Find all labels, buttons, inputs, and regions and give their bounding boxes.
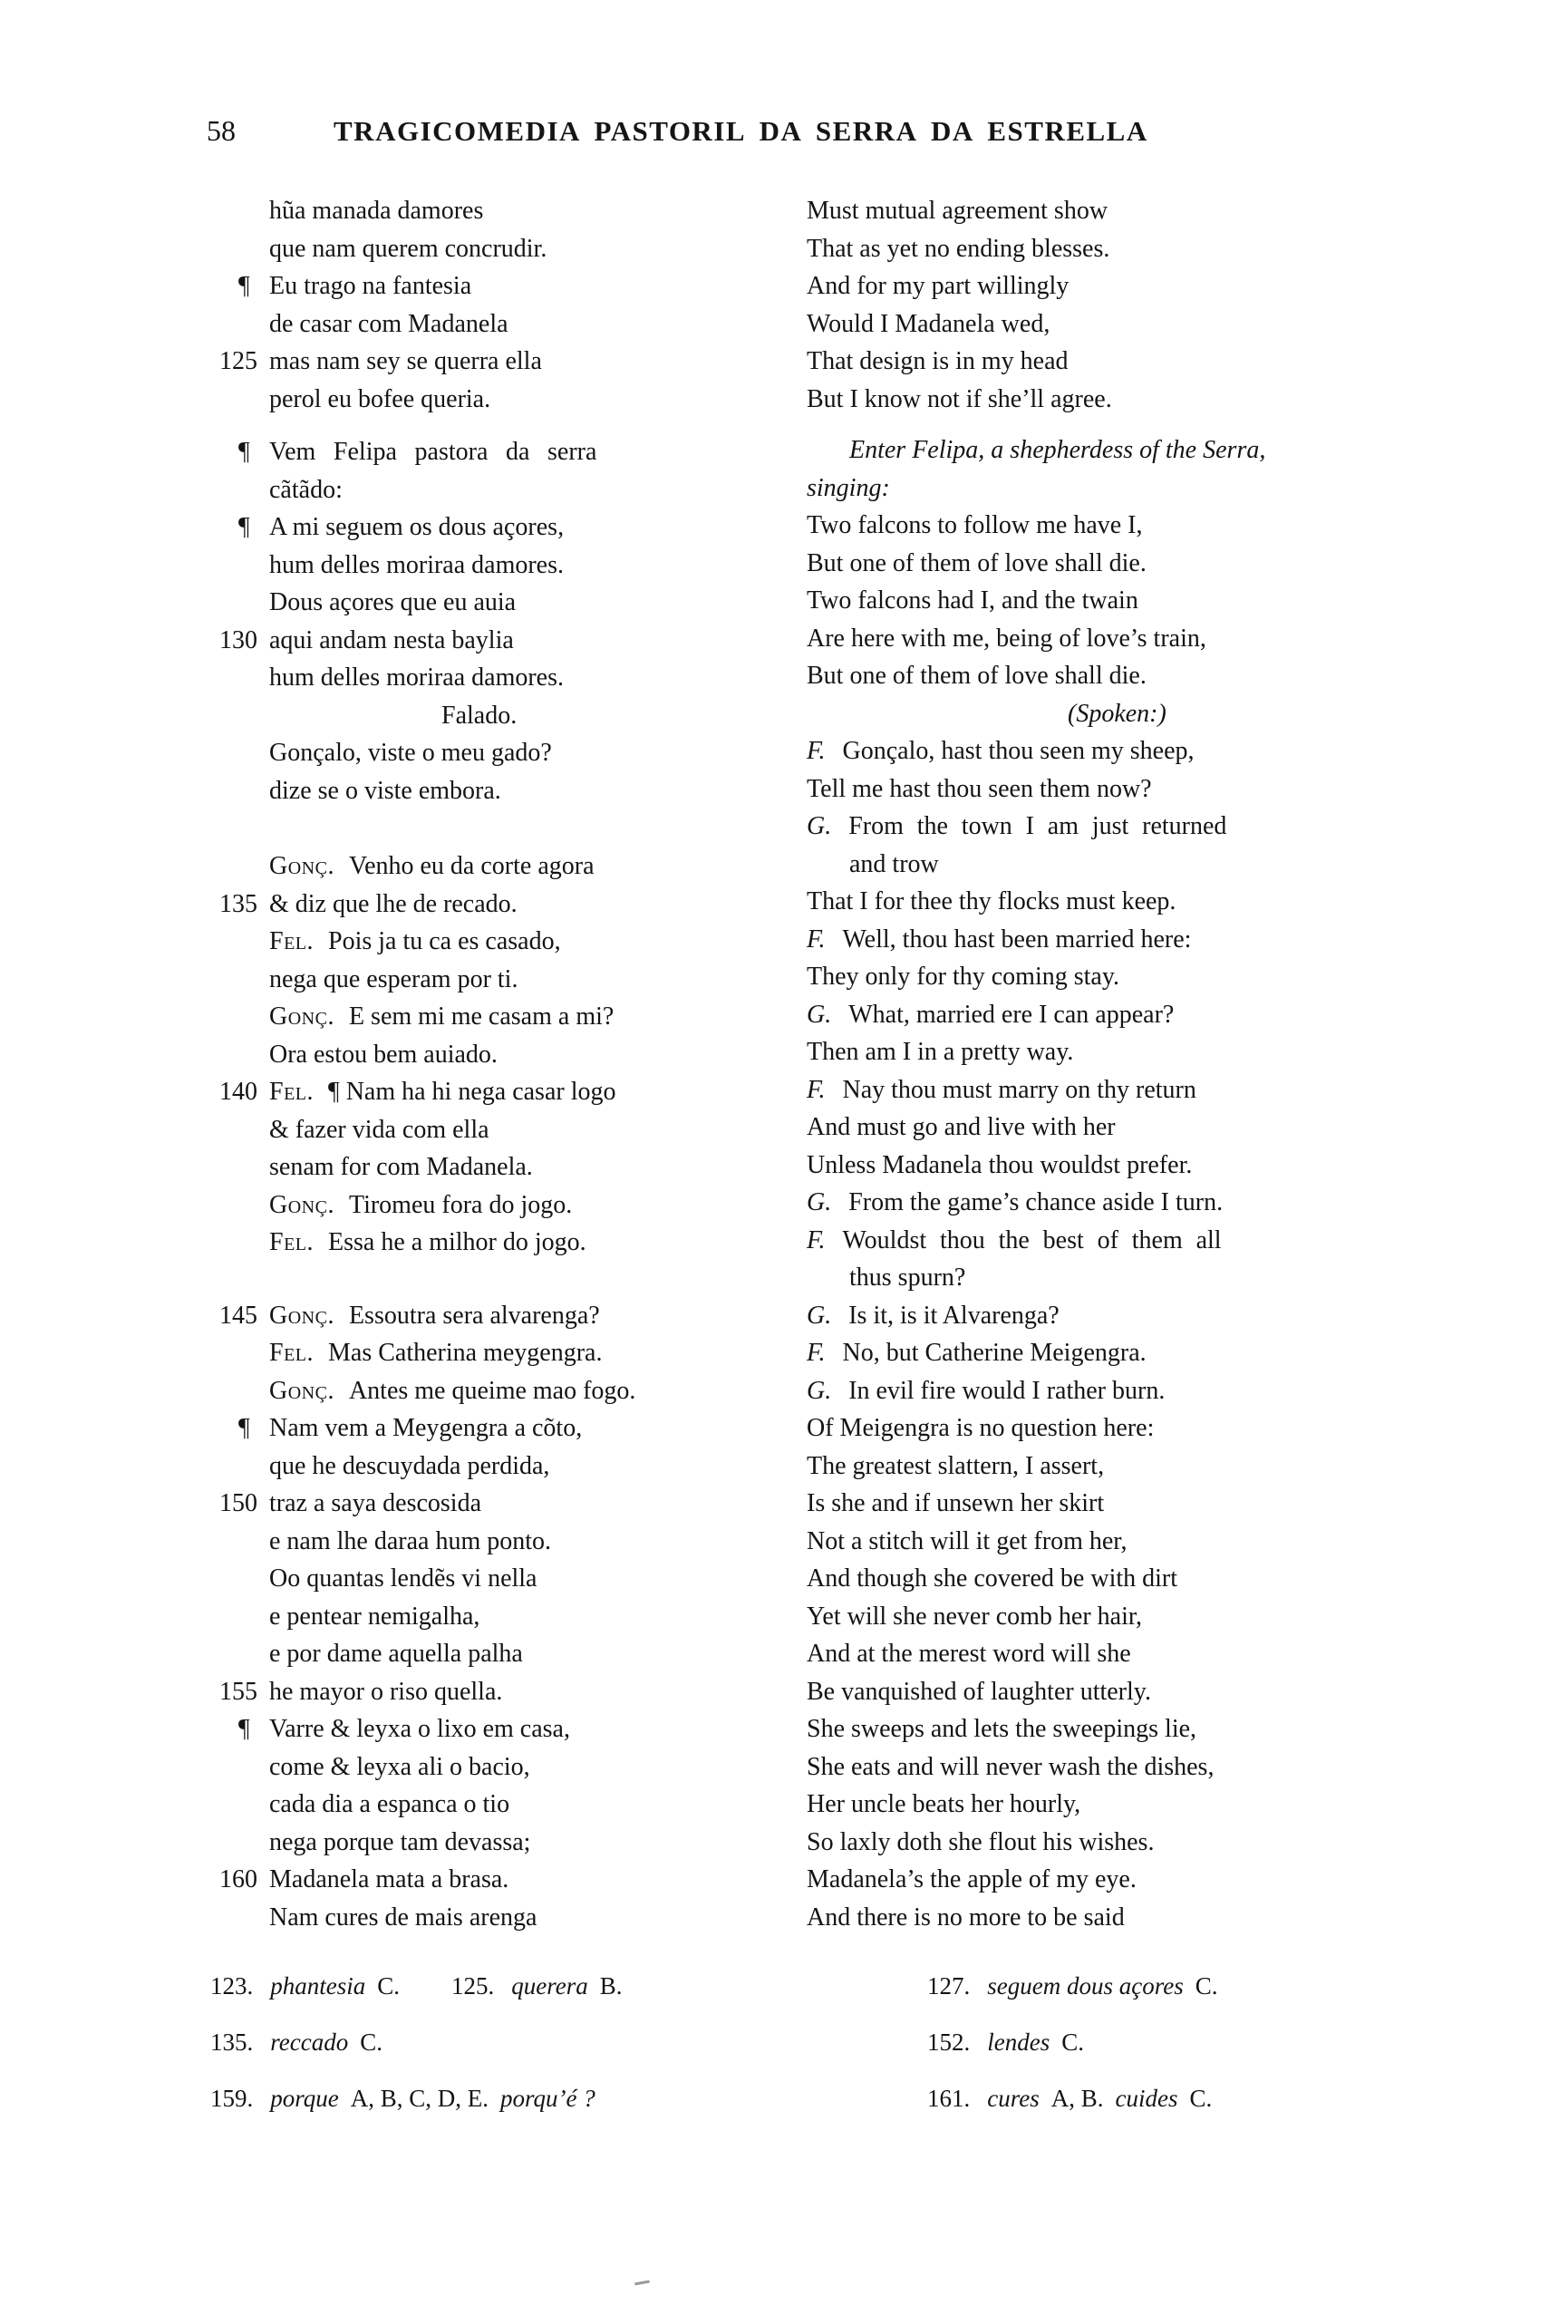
pilcrow-mark: ¶ <box>238 1414 250 1442</box>
speaker-label: F. <box>807 1339 826 1367</box>
verse-line <box>807 1297 1264 1335</box>
footnote <box>210 2029 394 2057</box>
pilcrow-mark: ¶ <box>238 1715 250 1743</box>
verse-text: Dous açores que eu auia <box>269 588 517 616</box>
verse-text: Ora estou bem auiado. <box>269 1040 498 1069</box>
verse-text: Enter Felipa, a shepherdess of the Serra, <box>849 436 1266 464</box>
verse-line <box>219 622 555 660</box>
speaker-label: G. <box>807 1000 832 1029</box>
speaker-label: Fel. <box>269 1078 315 1106</box>
verse-text: & fazer vida com ella <box>269 1115 489 1144</box>
verse-text: They only for thy coming stay. <box>807 963 1120 991</box>
verse-line <box>807 381 1264 419</box>
verse-line <box>269 1523 555 1561</box>
verse-line <box>807 1861 1264 1899</box>
footnote-lemma: cures <box>987 2085 1040 2112</box>
verse-text: cada dia a espanca o tio <box>269 1790 510 1818</box>
speaker-label: Fel. <box>269 927 315 955</box>
verse-text: Eu trago na fantesia <box>269 272 472 300</box>
verse-text: E sem mi me casam a mi? <box>348 1002 615 1031</box>
verse-text: cãtãdo: <box>269 475 343 504</box>
verse-text: Gonçalo, viste o meu gado? <box>269 739 552 767</box>
footnote <box>927 2085 1224 2113</box>
verse-text: And must go and live with her <box>807 1113 1116 1141</box>
verse-text: come & leyxa ali o bacio, <box>269 1752 530 1781</box>
verse-text: nega que esperam por ti. <box>269 964 518 993</box>
verse-line <box>807 620 1264 658</box>
footnote-siglum: C. <box>1061 2029 1084 2056</box>
verse-line <box>807 1560 1264 1598</box>
portuguese-column <box>219 192 636 1936</box>
footnote-lemma: porqu’é ? <box>500 2085 595 2112</box>
verse-text: Venho eu da corte agora <box>348 852 595 880</box>
verse-text: Varre & leyxa o lixo em casa, <box>269 1715 570 1743</box>
footnote-line-ref: 127. <box>927 1972 971 2000</box>
verse-line <box>269 1824 555 1862</box>
verse-text: hũa manada damores <box>269 197 484 225</box>
verse-line <box>807 1259 1264 1297</box>
pilcrow-mark: ¶ <box>238 438 250 466</box>
verse-text: And for my part willingly <box>807 272 1070 300</box>
verse-line <box>807 545 1264 583</box>
verse-line <box>269 847 595 886</box>
footnote-lemma: phantesia <box>270 1972 366 2000</box>
verse-text: Nay thou must marry on thy return <box>842 1075 1196 1104</box>
verse-text: hum delles moriraa damores. <box>269 550 565 579</box>
verse-line <box>269 923 561 961</box>
verse-text: Pois ja tu ca es casado, <box>328 927 561 955</box>
verse-line <box>807 1222 1264 1260</box>
footnote-lemma: seguem dous açores <box>987 1972 1184 2000</box>
verse-text: singing: <box>807 473 890 502</box>
verse-line <box>219 886 555 924</box>
verse-line <box>807 1635 1264 1673</box>
verse-line <box>807 1673 1264 1711</box>
speaker-label: F. <box>807 1075 826 1104</box>
verse-line <box>807 1109 1264 1147</box>
verse-line <box>269 1598 555 1636</box>
verse-line <box>238 508 565 547</box>
verse-line <box>269 1148 555 1186</box>
verse-line <box>807 958 1264 996</box>
speaker-label: G. <box>807 1188 832 1216</box>
verse-text: Then am I in a pretty way. <box>807 1038 1074 1066</box>
footnote-siglum: A, B, C, D, E. <box>350 2085 489 2112</box>
footnote-siglum: A, B. <box>1050 2085 1104 2112</box>
verse-text: Vem Felipa pastora da serra <box>269 438 597 466</box>
verse-text: So laxly doth she flout his wishes. <box>807 1827 1155 1856</box>
footnote-siglum: C. <box>1195 1972 1218 2000</box>
verse-line <box>238 1710 570 1748</box>
verse-text: From the town I am just returned <box>848 812 1227 840</box>
verse-line <box>807 192 1264 230</box>
verse-line <box>807 1334 1264 1372</box>
speaker-label: Fel. <box>269 1339 315 1367</box>
verse-text: & diz que lhe de recado. <box>269 889 518 918</box>
verse-line <box>269 1334 603 1372</box>
verse-line <box>269 734 555 772</box>
verse-text: Is she and if unsewn her skirt <box>807 1489 1105 1517</box>
verse-text: Nam cures de mais arenga <box>269 1903 537 1932</box>
verse-text: Yet will she never comb her hair, <box>807 1602 1143 1631</box>
verse-line <box>238 267 555 305</box>
verse-text: Be vanquished of laughter utterly. <box>807 1677 1151 1706</box>
verse-text: Well, thou hast been married here: <box>842 925 1192 954</box>
verse-line <box>269 1186 573 1225</box>
footnote-lemma: reccado <box>270 2029 349 2056</box>
verse-text: Mas Catherina meygengra. <box>328 1339 603 1367</box>
verse-line <box>269 584 555 622</box>
verse-line <box>807 1448 1264 1486</box>
verse-line <box>807 1372 1264 1410</box>
footnote-siglum: C. <box>377 1972 401 2000</box>
footnote-line-ref: 125. <box>451 1972 495 2000</box>
verse-line <box>807 1409 1264 1448</box>
verse-line <box>269 547 565 585</box>
verse-line <box>807 431 1264 470</box>
verse-text: Essoutra sera alvarenga? <box>348 1301 600 1330</box>
verse-line <box>269 381 555 419</box>
verse-text: And though she covered be with dirt <box>807 1564 1178 1593</box>
verse-text: And at the merest word will she <box>807 1640 1131 1668</box>
verse-text: Must mutual agreement show <box>807 197 1108 225</box>
verse-line <box>238 1409 583 1448</box>
pilcrow-mark: ¶ <box>238 272 250 300</box>
verse-line <box>807 1786 1264 1824</box>
verse-text: Antes me queime mao fogo. <box>348 1376 636 1405</box>
verse-text: (Spoken:) <box>1068 699 1166 728</box>
verse-text: From the game’s chance aside I turn. <box>848 1188 1224 1216</box>
verse-line <box>269 1786 555 1824</box>
verse-text: Gonçalo, hast thou seen my sheep, <box>842 737 1195 765</box>
verse-line <box>219 1673 555 1711</box>
verse-text: That I for thee thy flocks must keep. <box>807 887 1176 915</box>
verse-line <box>269 1448 555 1486</box>
pilcrow-mark: ¶ <box>238 513 250 541</box>
speaker-label: F. <box>807 737 826 765</box>
verse-text: Two falcons to follow me have I, <box>807 511 1143 539</box>
speaker-label: Gonç. <box>269 1002 334 1031</box>
line-number: 135 <box>219 889 257 918</box>
footnote <box>451 1972 634 2000</box>
verse-line <box>807 1748 1264 1787</box>
verse-text: e por dame aquella palha <box>269 1640 523 1668</box>
verse-text: But one of them of love shall die. <box>807 662 1147 690</box>
footnote-lemma: querera <box>511 1972 588 2000</box>
footnote-lemma: lendes <box>987 2029 1050 2056</box>
verse-text: he mayor o riso quella. <box>269 1677 503 1706</box>
page-number: 58 <box>207 114 236 147</box>
verse-text: No, but Catherine Meigengra. <box>842 1339 1147 1367</box>
verse-text: perol eu bofee queria. <box>269 384 491 413</box>
verse-line <box>269 1036 555 1074</box>
speaker-label: F. <box>807 1225 826 1254</box>
verse-line <box>807 1485 1264 1523</box>
verse-line <box>269 230 555 268</box>
verse-line <box>807 1824 1264 1862</box>
verse-text: Are here with me, being of love’s train, <box>807 624 1206 653</box>
verse-text: thus spurn? <box>849 1264 966 1292</box>
footnote <box>927 1972 1229 2000</box>
verse-text: e pentear nemigalha, <box>269 1602 480 1631</box>
verse-text: Unless Madanela thou wouldst prefer. <box>807 1150 1193 1179</box>
speaker-label: Gonç. <box>269 1376 334 1405</box>
verse-text: But I know not if she’ll agree. <box>807 384 1112 413</box>
verse-line <box>807 1147 1264 1185</box>
verse-text: Tell me hast thou seen them now? <box>807 774 1152 803</box>
verse-line <box>269 1372 636 1410</box>
footnote-line-ref: 159. <box>210 2085 254 2112</box>
line-number: 145 <box>219 1301 257 1330</box>
verse-line <box>807 732 1264 770</box>
verse-line <box>807 657 1264 695</box>
footnote <box>927 2029 1096 2057</box>
verse-text: Two falcons had I, and the twain <box>807 586 1138 615</box>
verse-text: And there is no more to be said <box>807 1903 1125 1932</box>
verse-line <box>219 1073 616 1111</box>
footnote <box>210 2085 607 2113</box>
verse-line <box>269 1899 555 1937</box>
verse-line <box>269 697 555 735</box>
verse-line <box>269 772 555 810</box>
verse-text: aqui andam nesta baylia <box>269 625 514 654</box>
verse-text: Nam vem a Meygengra a cõto, <box>269 1414 583 1442</box>
verse-line <box>807 1598 1264 1636</box>
ink-smudge-mark <box>634 2280 650 2286</box>
speaker-label: G. <box>807 1376 832 1405</box>
verse-text: Madanela’s the apple of my eye. <box>807 1865 1137 1893</box>
verse-line <box>269 471 555 509</box>
verse-line <box>269 192 555 230</box>
speaker-label: G. <box>807 812 832 840</box>
verse-line <box>807 1071 1264 1109</box>
verse-line <box>807 1899 1264 1937</box>
speaker-label: F. <box>807 925 826 954</box>
verse-line <box>269 659 565 697</box>
verse-line <box>269 961 555 999</box>
verse-text: hum delles moriraa damores. <box>269 663 565 692</box>
verse-line <box>269 1560 555 1598</box>
verse-line <box>807 1523 1264 1561</box>
verse-text: Falado. <box>441 701 518 730</box>
line-number: 125 <box>219 347 257 375</box>
speaker-label: Gonç. <box>269 1301 334 1330</box>
footnote-line-ref: 135. <box>210 2029 254 2056</box>
verse-text: That design is in my head <box>807 347 1069 375</box>
verse-line <box>807 808 1264 846</box>
verse-text: That as yet no ending blesses. <box>807 234 1110 263</box>
verse-text: senam for com Madanela. <box>269 1153 533 1181</box>
verse-text: dize se o viste embora. <box>269 776 501 805</box>
verse-line <box>807 230 1264 268</box>
verse-text: Is it, is it Alvarenga? <box>848 1301 1060 1330</box>
verse-text: Wouldst thou the best of them all <box>842 1225 1222 1254</box>
verse-text: que nam querem concrudir. <box>269 234 547 263</box>
footnote-lemma: porque <box>270 2085 339 2112</box>
line-number: 130 <box>219 625 257 654</box>
verse-text: and trow <box>849 849 939 878</box>
verse-line <box>269 305 555 344</box>
verse-line <box>219 1297 600 1335</box>
speaker-label: Fel. <box>269 1228 315 1256</box>
verse-line <box>807 1710 1264 1748</box>
verse-text: But one of them of love shall die. <box>807 548 1147 577</box>
verse-text: nega porque tam devassa; <box>269 1827 531 1856</box>
verse-line <box>807 305 1264 344</box>
verse-text: Oo quantas lendẽs vi nella <box>269 1564 537 1593</box>
verse-text: ¶ Nam ha hi nega casar logo <box>328 1078 616 1106</box>
verse-text: Essa he a milhor do jogo. <box>328 1228 586 1256</box>
verse-text: e nam lhe daraa hum ponto. <box>269 1526 552 1555</box>
verse-line <box>269 1635 555 1673</box>
verse-text: Madanela mata a brasa. <box>269 1865 509 1893</box>
verse-text: She eats and will never wash the dishes, <box>807 1752 1215 1781</box>
verse-text: que he descuydada perdida, <box>269 1451 550 1480</box>
line-number: 155 <box>219 1677 257 1706</box>
verse-text: Not a stitch will it get from her, <box>807 1526 1128 1555</box>
verse-text: A mi seguem os dous açores, <box>269 513 565 541</box>
footnote-siglum: B. <box>599 1972 623 2000</box>
english-column <box>807 192 1264 1936</box>
footnote-line-ref: 152. <box>927 2029 971 2056</box>
footnote-siglum: C. <box>1189 2085 1213 2112</box>
verse-text: The greatest slattern, I assert, <box>807 1451 1105 1480</box>
verse-line <box>807 996 1264 1034</box>
verse-line <box>219 1485 555 1523</box>
speaker-label: Gonç. <box>269 852 334 880</box>
verse-text: Of Meigengra is no question here: <box>807 1414 1155 1442</box>
verse-line <box>807 507 1264 545</box>
line-number: 160 <box>219 1865 257 1893</box>
verse-text: What, married ere I can appear? <box>848 1000 1175 1029</box>
verse-line <box>807 343 1264 381</box>
verse-line <box>807 1184 1264 1222</box>
verse-line <box>807 770 1264 809</box>
verse-line <box>807 267 1264 305</box>
verse-line <box>219 343 555 381</box>
footnote-lemma: cuides <box>1115 2085 1178 2112</box>
verse-text: She sweeps and lets the sweepings lie, <box>807 1715 1197 1743</box>
verse-line <box>807 470 1264 508</box>
line-number: 140 <box>219 1078 257 1106</box>
verse-text: Her uncle beats her hourly, <box>807 1790 1081 1818</box>
speaker-label: Gonç. <box>269 1190 334 1219</box>
line-number: 150 <box>219 1489 257 1517</box>
verse-line <box>269 1224 586 1262</box>
verse-line <box>269 1111 555 1149</box>
verse-line <box>807 921 1264 959</box>
speaker-label: G. <box>807 1301 832 1330</box>
footnote-line-ref: 161. <box>927 2085 971 2112</box>
footnote-siglum: C. <box>360 2029 382 2056</box>
footnote-line-ref: 123. <box>210 1972 254 2000</box>
verse-text: Tiromeu fora do jogo. <box>348 1190 573 1219</box>
verse-text: Would I Madanela wed, <box>807 309 1050 338</box>
verse-line <box>269 1748 555 1787</box>
running-header-title: TRAGICOMEDIA PASTORIL DA SERRA DA ESTRELLA <box>334 115 1148 147</box>
verse-text: mas nam sey se querra ella <box>269 347 542 375</box>
verse-line <box>807 695 1264 733</box>
verse-line <box>807 582 1264 620</box>
verse-line <box>807 1033 1264 1071</box>
verse-text: In evil fire would I rather burn. <box>848 1376 1166 1405</box>
verse-line <box>807 883 1264 921</box>
verse-line <box>807 846 1264 884</box>
verse-text: traz a saya descosida <box>269 1489 481 1517</box>
verse-text: de casar com Madanela <box>269 309 508 338</box>
verse-line <box>219 1861 555 1899</box>
verse-line <box>269 998 615 1036</box>
verse-line <box>238 433 597 471</box>
footnote <box>210 1972 411 2000</box>
